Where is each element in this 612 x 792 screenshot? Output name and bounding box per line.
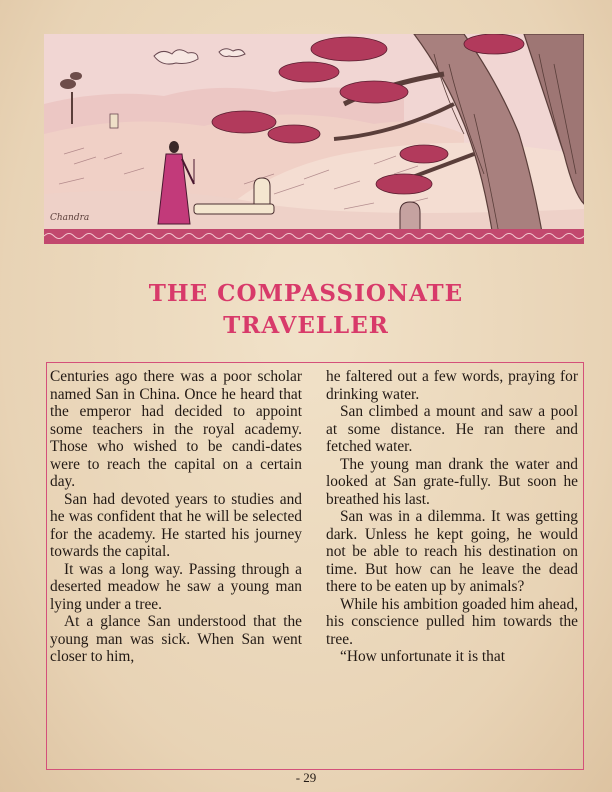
story-illustration [44, 34, 584, 244]
story-title-line1: THE COMPASSIONATE [148, 280, 464, 307]
paragraph: “How unfortunate it is that [340, 648, 505, 665]
page-number-value: 29 [303, 770, 317, 785]
landscape-scene [44, 34, 584, 244]
page-number [0, 770, 612, 786]
right-column [326, 368, 578, 666]
paragraph: At a glance San understood that the young man was sick. When San went closer to him, [50, 613, 302, 665]
paragraph: The young man drank the water and looked at San grate-fully. But soon he breathed his last. [326, 455, 578, 508]
page-number-dash: - [295, 770, 304, 785]
left-column [50, 368, 302, 666]
paragraph: San had devoted years to studies and he was confident that he will be selected for the academy. He started his journey towards the capital. [50, 490, 302, 560]
paragraph: San climbed a mount and saw a pool at some distance. He ran there and fetched water. [326, 403, 578, 455]
paragraph: Centuries ago there was a poor scholar named San in China. Once he heard that the emperor had decided to appoint some teachers in the royal academy. Those who wished to be candi-dates were to reach the capital on a certain day. [50, 368, 302, 490]
paragraph: It was a long way. Passing through a deserted meadow he saw a young man lying under a tree. [50, 560, 302, 613]
paragraph: he faltered out a few words, praying for drinking water. [326, 368, 578, 403]
artist-signature: Chandra [50, 213, 90, 223]
paragraph: San was in a dilemma. It was getting dark. Unless he kept going, he would not be able to reach his destination on time. But how can he leave the dead there to be eaten up by animals? [326, 508, 578, 595]
story-title-line2: TRAVELLER [223, 312, 389, 339]
paragraph: While his ambition goaded him ahead, his conscience pulled him towards the tree. [326, 595, 578, 648]
